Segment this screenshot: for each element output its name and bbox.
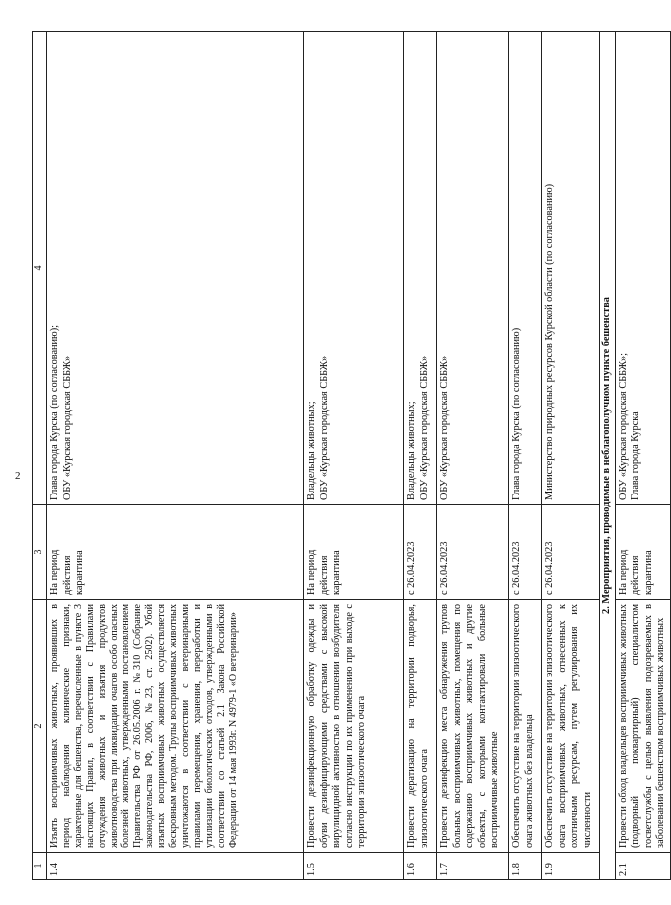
responsible-line: Министерство природных ресурсов Курской области (по согласованию): [544, 183, 555, 500]
row-action: Провести дератизацию на территории подворья, эпизоотического очага: [404, 600, 437, 853]
row-responsible: [404, 32, 437, 505]
responsible-line: Глава города Курска (по согласованию): [511, 327, 522, 500]
row-term: с 26.04.2023: [542, 505, 600, 600]
header-col-3: 3: [33, 505, 47, 600]
row-term: с 26.04.2023: [437, 505, 509, 600]
responsible-line: ОБУ «Курская городская СББЖ»: [61, 355, 73, 500]
responsible-line: ОБУ «Курская городская СББЖ»: [318, 355, 330, 500]
row-number: 1.5: [304, 853, 404, 880]
row-number: 1.8: [509, 853, 542, 880]
row-number: 1.4: [47, 853, 304, 880]
table-row: [404, 32, 437, 880]
responsible-line: ОБУ «Курская городская СББЖ»: [439, 355, 450, 500]
responsible-line: ОБУ «Курская городская СББЖ»: [418, 355, 430, 500]
table-row: [437, 32, 509, 880]
responsible-line: Глава города Курска: [630, 411, 642, 500]
row-responsible: [437, 32, 509, 505]
responsible-line: Глава города Курска (по согласованию);: [49, 324, 60, 500]
header-row: [33, 32, 47, 880]
row-responsible: [615, 32, 670, 505]
row-responsible: [509, 32, 542, 505]
header-col-1: 1: [33, 853, 47, 880]
row-number: 1.9: [542, 853, 600, 880]
row-action: Провести обход владельцев восприимчивых животных (подворный поквартирный) специалистом госветслужбы с целью выявления подозреваемых в заболевании бешенством восприимчивых животных: [615, 600, 670, 853]
row-term: На период действия карантина: [47, 505, 304, 600]
row-action: Изъять восприимчивых животных, проявивших в период наблюдения клинические признаки, характерные для бешенства, перечисленные в пункте 3 настоящих Правил, в соответствии с Правилами отчуждения животных и изъятия продуктов животноводства при ликвидации очагов особо опасных болезней животных, утвержденными постановлением Правительства РФ от 26.05.2006 г. №310 (Собрание законодательства РФ, 2006, №23, ст. 2502). Убой изъятых восприимчивых животных осуществляется бескровным методом. Трупы восприимчивых животных уничтожаются в соответствии с ветеринарными правилами перемещения, хранения, переработки и утилизации биологических отходов, утвержденными в соответствии со статьей 2.1 Закона Российской Федерации от 14 мая 1993г. N 4979-1 «О ветеринарии»: [47, 600, 304, 853]
row-action: Провести дезинфекцию места обнаружения трупов больных восприимчивых животных, помещения по содержанию восприимчивых животных и другие объекты, с которыми контактировали больные восприимчивые животные: [437, 600, 509, 853]
section-title: 2. Мероприятия, проводимые в неблагополучном пункте бешенства: [600, 32, 616, 880]
rotated-page: [32, 32, 667, 880]
row-responsible: [47, 32, 304, 505]
row-number: 1.7: [437, 853, 509, 880]
row-action: Провести дезинфекционную обработку одежды и обуви дезинфицирующими средствами с высокой вирулицидной активностью в отношении возбудителя согласно инструкции по их применению при выходе с территории эпизоотического очага: [304, 600, 404, 853]
table-row: [615, 32, 670, 880]
row-action: Обеспечить отсутствие на территории эпизоотического очага восприимчивых животных, отнесенных к охотничьим ресурсам, путем регулирования их численности: [542, 600, 600, 853]
page-number: 2: [15, 470, 21, 482]
row-number: 2.1: [615, 853, 670, 880]
header-col-4: 4: [33, 32, 47, 505]
table-row: [304, 32, 404, 880]
row-number: 1.6: [404, 853, 437, 880]
row-term: с 26.04.2023: [509, 505, 542, 600]
responsible-line: ОБУ «Курская городская СББЖ»;: [617, 352, 629, 500]
row-term: с 26.04.2023: [404, 505, 437, 600]
row-action: Обеспечить отсутствие на территории эпизоотического очага животных без владельца: [509, 600, 542, 853]
section-row: [600, 32, 616, 880]
row-term: На период действия карантина: [304, 505, 404, 600]
responsible-line: Владельцы животных;: [306, 401, 317, 500]
table-row: [542, 32, 600, 880]
table-row: [509, 32, 542, 880]
responsible-line: Владельцы животных;: [406, 401, 417, 500]
row-term: На период действия карантина: [615, 505, 670, 600]
row-responsible: [542, 32, 600, 505]
table-row: [47, 32, 304, 880]
row-responsible: [304, 32, 404, 505]
header-col-2: 2: [33, 600, 47, 853]
measures-table: [32, 31, 671, 880]
